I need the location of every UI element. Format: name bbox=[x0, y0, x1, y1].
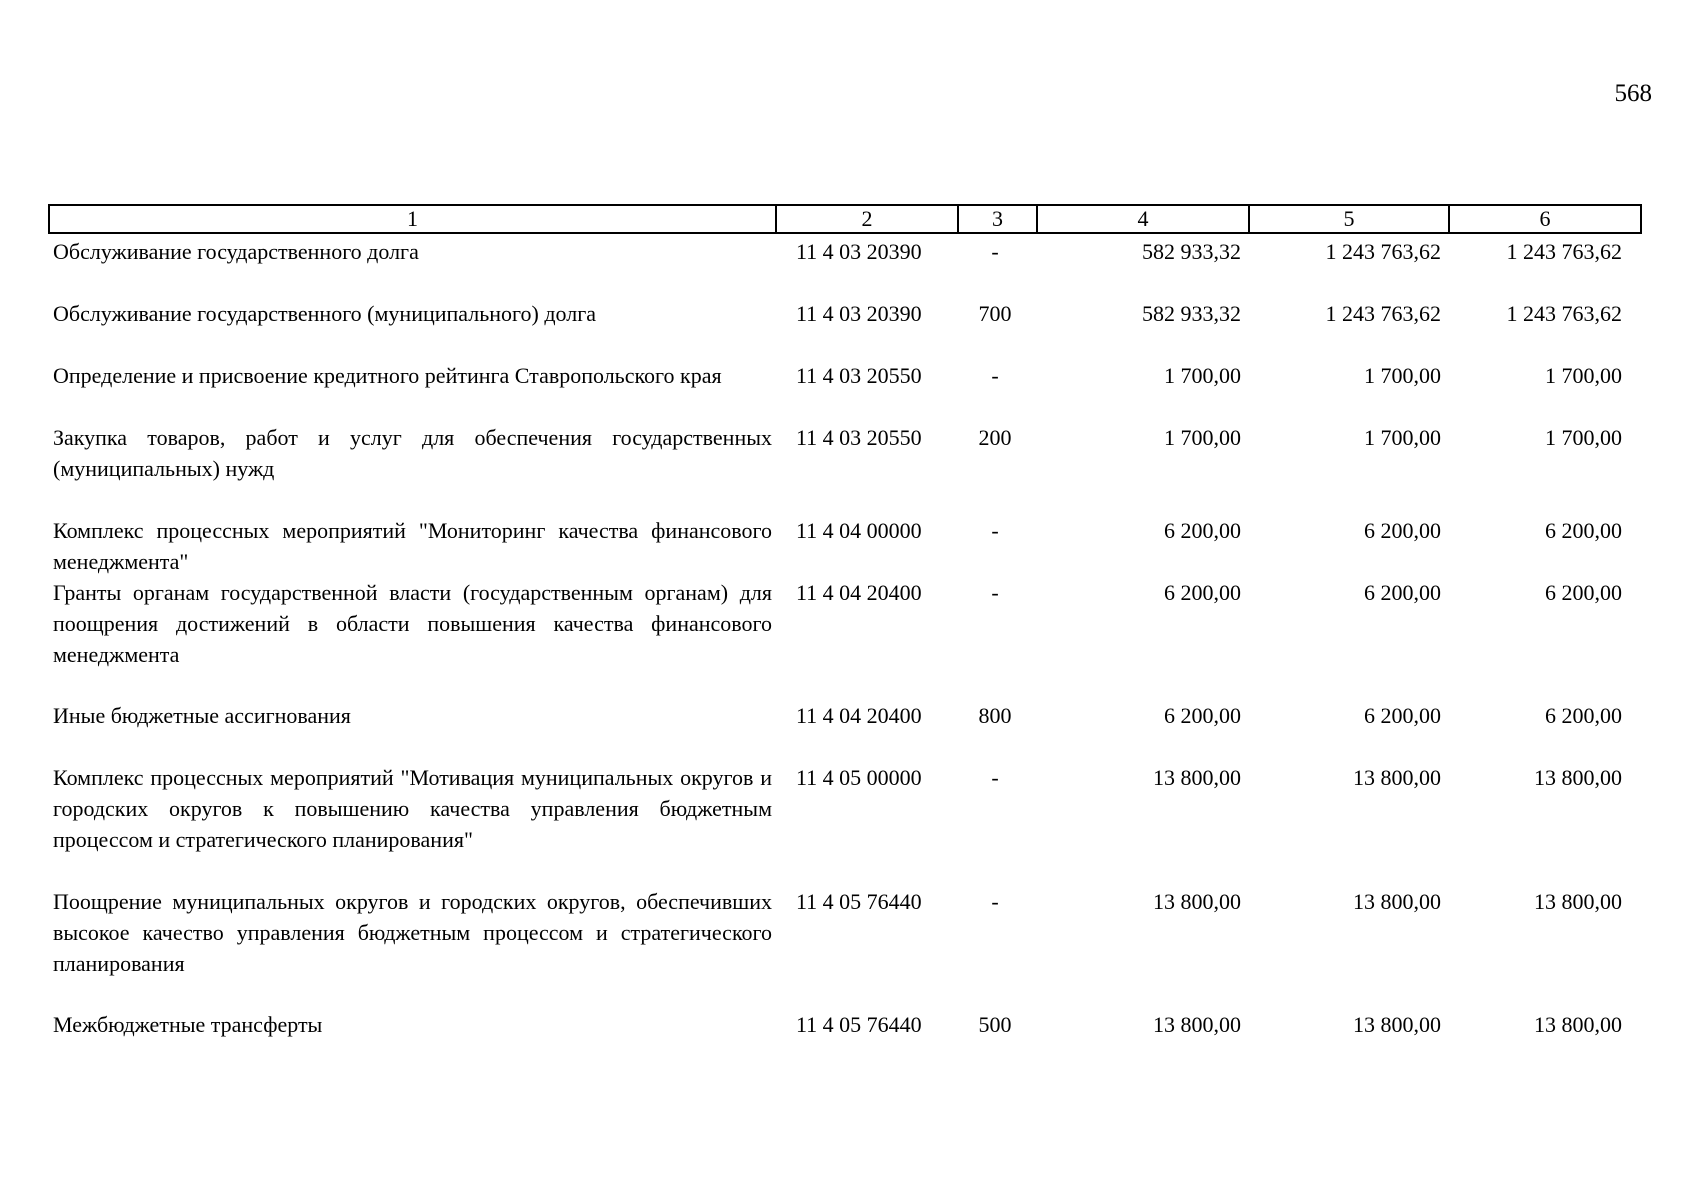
header-col-2: 2 bbox=[776, 205, 958, 233]
row-name: Гранты органам государственной власти (государственным органам) для поощрения достижений в области повышения качества финансового менеджмента bbox=[53, 580, 772, 667]
row-type: - bbox=[991, 518, 999, 543]
row-name: Обслуживание государственного (муниципального) долга bbox=[53, 301, 597, 326]
row-value-5: 1 243 763,62 bbox=[1325, 301, 1441, 326]
row-value-5: 13 800,00 bbox=[1353, 889, 1441, 914]
row-value-6: 1 700,00 bbox=[1545, 363, 1622, 388]
row-code: 11 4 05 00000 bbox=[796, 765, 922, 790]
row-value-6: 1 243 763,62 bbox=[1506, 301, 1622, 326]
header-col-3: 3 bbox=[958, 205, 1037, 233]
header-col-1: 1 bbox=[49, 205, 776, 233]
row-type: - bbox=[991, 765, 999, 790]
row-type: 200 bbox=[978, 425, 1012, 450]
row-code: 11 4 03 20550 bbox=[796, 363, 922, 388]
row-value-4: 582 933,32 bbox=[1142, 301, 1241, 326]
column-number-header bbox=[48, 204, 1642, 234]
header-col-5: 5 bbox=[1249, 205, 1449, 233]
row-value-5: 1 700,00 bbox=[1364, 363, 1441, 388]
row-code: 11 4 03 20390 bbox=[796, 301, 922, 326]
row-name: Межбюджетные трансферты bbox=[53, 1012, 323, 1037]
row-value-6: 13 800,00 bbox=[1534, 1012, 1622, 1037]
row-value-4: 13 800,00 bbox=[1153, 889, 1241, 914]
row-value-5: 13 800,00 bbox=[1353, 765, 1441, 790]
row-type: 800 bbox=[978, 703, 1012, 728]
header-col-4: 4 bbox=[1037, 205, 1249, 233]
row-code: 11 4 04 00000 bbox=[796, 518, 922, 543]
row-value-4: 6 200,00 bbox=[1164, 703, 1241, 728]
row-value-6: 6 200,00 bbox=[1545, 518, 1622, 543]
row-type: 700 bbox=[978, 301, 1012, 326]
row-value-5: 1 700,00 bbox=[1364, 425, 1441, 450]
row-value-5: 6 200,00 bbox=[1364, 703, 1441, 728]
row-code: 11 4 03 20550 bbox=[796, 425, 922, 450]
row-name: Закупка товаров, работ и услуг для обеспечения государственных (муниципальных) нужд bbox=[53, 425, 772, 481]
row-value-6: 13 800,00 bbox=[1534, 889, 1622, 914]
row-value-4: 1 700,00 bbox=[1164, 425, 1241, 450]
row-value-4: 6 200,00 bbox=[1164, 580, 1241, 605]
row-name: Комплекс процессных мероприятий "Мотивация муниципальных округов и городских округов к повышению качества управления бюджетным процессом и стратегического планирования" bbox=[53, 765, 772, 852]
row-code: 11 4 04 20400 bbox=[796, 580, 922, 605]
row-value-6: 13 800,00 bbox=[1534, 765, 1622, 790]
row-name: Поощрение муниципальных округов и городских округов, обеспечивших высокое качество управления бюджетным процессом и стратегического планирования bbox=[53, 889, 772, 976]
row-name: Комплекс процессных мероприятий "Мониторинг качества финансового менеджмента" bbox=[53, 518, 772, 574]
row-value-4: 1 700,00 bbox=[1164, 363, 1241, 388]
row-type: 500 bbox=[978, 1012, 1012, 1037]
row-code: 11 4 05 76440 bbox=[796, 1012, 922, 1037]
row-type: - bbox=[991, 239, 999, 264]
row-value-4: 13 800,00 bbox=[1153, 1012, 1241, 1037]
row-code: 11 4 04 20400 bbox=[796, 703, 922, 728]
row-name: Определение и присвоение кредитного рейтинга Ставропольского края bbox=[53, 363, 722, 388]
row-value-6: 1 243 763,62 bbox=[1506, 239, 1622, 264]
row-type: - bbox=[991, 580, 999, 605]
row-code: 11 4 05 76440 bbox=[796, 889, 922, 914]
row-value-4: 582 933,32 bbox=[1142, 239, 1241, 264]
row-value-6: 6 200,00 bbox=[1545, 580, 1622, 605]
row-value-4: 13 800,00 bbox=[1153, 765, 1241, 790]
row-value-5: 1 243 763,62 bbox=[1325, 239, 1441, 264]
row-type: - bbox=[991, 889, 999, 914]
header-col-6: 6 bbox=[1449, 205, 1641, 233]
row-value-5: 6 200,00 bbox=[1364, 518, 1441, 543]
row-value-6: 1 700,00 bbox=[1545, 425, 1622, 450]
row-value-6: 6 200,00 bbox=[1545, 703, 1622, 728]
page-number: 568 bbox=[1614, 80, 1652, 107]
row-type: - bbox=[991, 363, 999, 388]
row-value-5: 6 200,00 bbox=[1364, 580, 1441, 605]
row-value-4: 6 200,00 bbox=[1164, 518, 1241, 543]
row-name: Обслуживание государственного долга bbox=[53, 239, 419, 264]
row-value-5: 13 800,00 bbox=[1353, 1012, 1441, 1037]
row-code: 11 4 03 20390 bbox=[796, 239, 922, 264]
row-name: Иные бюджетные ассигнования bbox=[53, 703, 351, 728]
